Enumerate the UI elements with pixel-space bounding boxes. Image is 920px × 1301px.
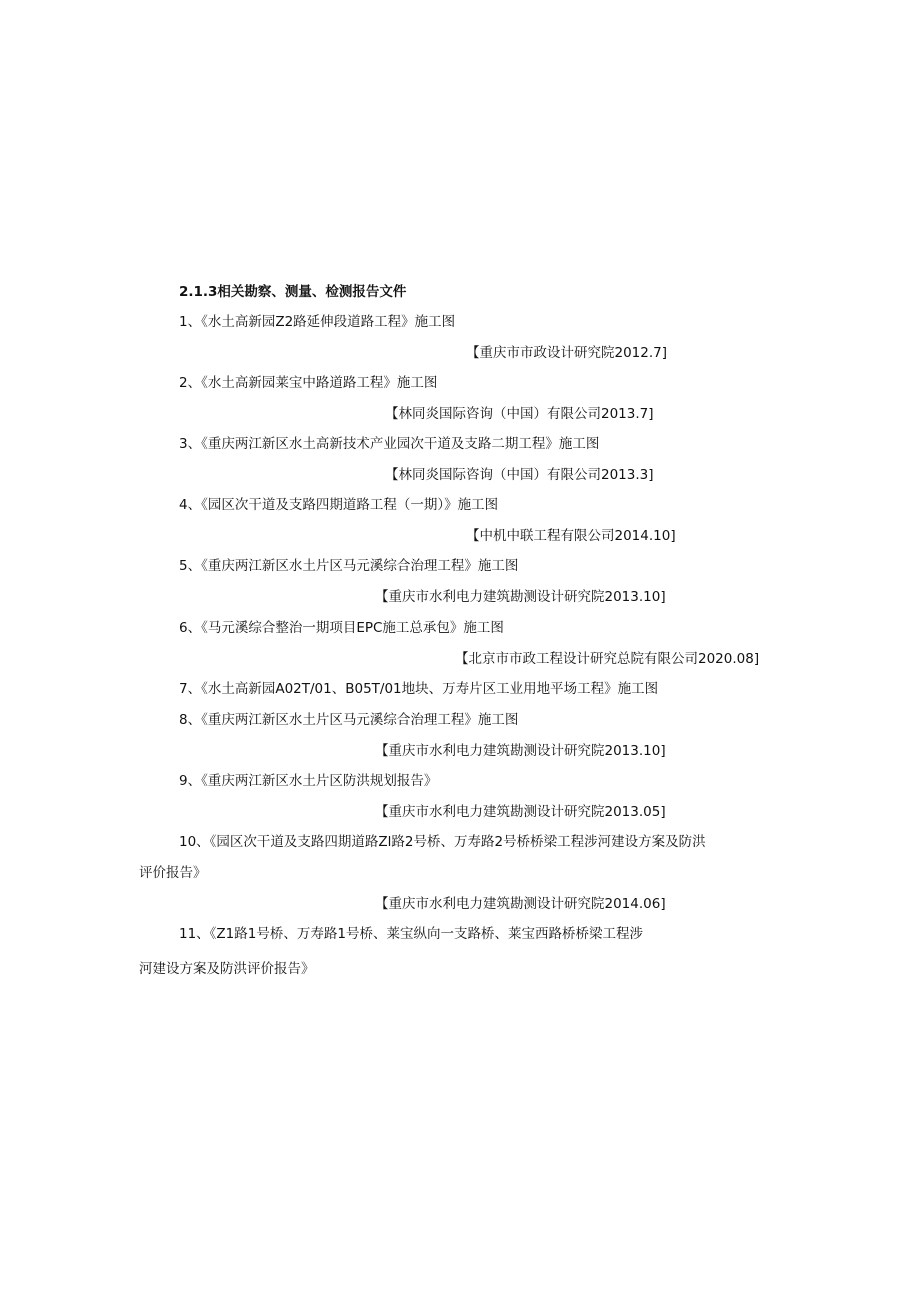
section-heading: 2.1.3相关勘察、测量、检测报告文件 xyxy=(179,284,407,300)
reference-source-10: 【重庆市水利电力建筑勘测设计研究院2014.06] xyxy=(375,896,666,912)
reference-item-2: 2、《水土高新园莱宝中路道路工程》施工图 xyxy=(179,375,438,391)
reference-source-1: 【重庆市市政设计研究院2012.7] xyxy=(466,345,668,361)
reference-item-10-continuation: 评价报告》 xyxy=(139,865,207,881)
reference-source-9: 【重庆市水利电力建筑勘测设计研究院2013.05] xyxy=(375,804,666,820)
reference-source-5: 【重庆市水利电力建筑勘测设计研究院2013.10] xyxy=(375,589,666,605)
reference-source-8: 【重庆市水利电力建筑勘测设计研究院2013.10] xyxy=(375,743,666,759)
reference-item-9: 9、《重庆两江新区水土片区防洪规划报告》 xyxy=(179,773,438,789)
reference-item-4: 4、《园区次干道及支路四期道路工程（一期）》施工图 xyxy=(179,497,499,513)
reference-item-1: 1、《水土高新园Z2路延伸段道路工程》施工图 xyxy=(179,314,456,330)
reference-item-8: 8、《重庆两江新区水土片区马元溪综合治理工程》施工图 xyxy=(179,712,519,728)
reference-source-2: 【林同炎国际咨询（中国）有限公司2013.7] xyxy=(385,406,654,422)
reference-source-4: 【中机中联工程有限公司2014.10] xyxy=(466,528,676,544)
reference-item-6: 6、《马元溪综合整治一期项目EPC施工总承包》施工图 xyxy=(179,620,504,636)
reference-source-6: 【北京市市政工程设计研究总院有限公司2020.08] xyxy=(455,651,760,667)
reference-item-11-continuation: 河建设方案及防洪评价报告》 xyxy=(139,961,315,977)
reference-source-3: 【林同炎国际咨询（中国）有限公司2013.3] xyxy=(385,467,654,483)
reference-item-11: 11、《Z1路1号桥、万寿路1号桥、莱宝纵向一支路桥、莱宝西路桥桥梁工程涉 xyxy=(179,926,643,942)
reference-item-3: 3、《重庆两江新区水土高新技术产业园次干道及支路二期工程》施工图 xyxy=(179,436,600,452)
reference-item-10: 10、《园区次干道及支路四期道路Zl路2号桥、万寿路2号桥桥梁工程涉河建设方案及防洪 xyxy=(179,834,706,850)
reference-item-5: 5、《重庆两江新区水土片区马元溪综合治理工程》施工图 xyxy=(179,558,519,574)
reference-item-7: 7、《水土高新园A02T/01、B05T/01地块、万寿片区工业用地平场工程》施工图 xyxy=(179,681,659,697)
